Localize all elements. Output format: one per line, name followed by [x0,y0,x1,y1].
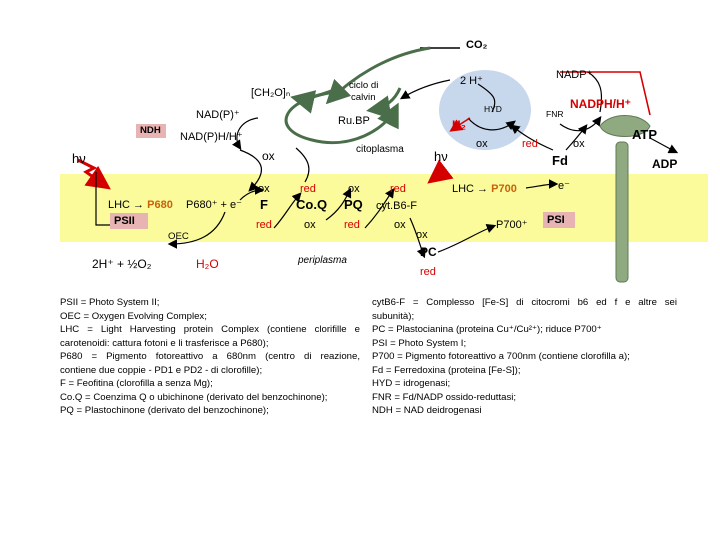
cyt-red-label: red [390,183,406,195]
pc-ox-label: ox [416,229,428,241]
p700plus-label: P700⁺ [496,219,528,231]
p700-text: P700 [491,183,517,195]
legend-left-line: PQ = Plastochinone (derivato del benzochinone); [60,405,269,416]
lhc-p680-label [108,200,173,211]
coq-label: Co.Q [296,197,328,212]
atp-synthase-stalk [616,142,628,282]
water-split-label: 2H⁺ + ½O₂ [92,257,152,271]
adp-label: ADP [652,157,678,171]
rubp-label: Ru.BP [338,115,370,127]
legend-left-line: PSII = Photo System II; [60,297,160,308]
legend-left-line: Co.Q = Coenzima Q o ubichinone (derivato del benzochinone); [60,391,328,403]
psii-label: PSII [114,215,135,227]
f-label: F [260,197,268,212]
legend-right-line: PSI = Photo System I; [372,337,467,349]
periplasma-label: periplasma [298,255,347,266]
legend-right-line: PC = Plastocianina (proteina Cu⁺/Cu²⁺); riduce P700⁺ [372,324,602,335]
legend-left-line: contiene due coppie - PD1 e PD2 - di clorofille); [60,364,263,376]
fnr-loop [560,118,600,131]
nadp-left-label: NAD(P)⁺ [196,109,240,121]
co2-to-calvin-arrow [330,48,430,100]
hv-right-label: hν [434,149,448,164]
ciclo-calvin-label-1: ciclo di [349,80,379,91]
nadph-right-label: NADPH/H⁺ [570,97,632,111]
coq-red-label: red [300,183,316,195]
ndh-label: NDH [140,125,161,136]
nadp-right-label: NADP⁺ [556,69,593,81]
psii-box [110,213,148,229]
psi-label: PSI [547,214,565,226]
atp-label: ATP [632,127,658,142]
pc-label: PC [420,245,437,259]
ox-hyd-label: ox [476,138,488,150]
oec-label: OEC [168,231,189,242]
hv-left-label: hν [72,151,86,166]
ch2o-label: [CH₂O]ₙ [251,87,291,99]
legend-right-line: subunità); [372,310,415,322]
legend-right-line: NDH = NAD deidrogenasi [372,405,482,416]
legend-left [60,296,360,418]
pq-red-label: red [344,219,360,231]
legend-left-line: carotenoidi: cattura fotoni e li trasferisce a P680); [60,337,269,349]
citoplasma-label: citoplasma [356,144,404,155]
h2o-label: H₂O [196,257,219,271]
lhc-left-text: LHC → [108,199,148,211]
fnr-label: FNR [546,109,564,119]
lhc-right-text: LHC → [452,183,492,195]
ox-fd-label: ox [573,138,585,150]
lhc-p700-label [452,184,517,195]
red-hyd-label: red [522,138,538,150]
coq-ox-label: ox [304,219,316,231]
legend-right-line: P700 = Pigmento fotoreattivo a 700nm (contiene clorofilla a); [372,351,630,362]
pq-ox-label: ox [348,183,360,195]
f-red-label: red [256,219,272,231]
cyt-ox-label: ox [394,219,406,231]
legend-right [372,296,677,418]
ciclo-calvin-label-2: calvin [351,92,376,103]
legend-right-line: HYD = idrogenasi; [372,378,451,389]
legend-left-line: P680 = Pigmento fotoreattivo a 680nm (centro di reazione, [60,351,360,362]
eminus-label: e⁻ [558,180,570,192]
legend-right-line: cytB6-F = Complesso [Fe-S] di citocromi b6 ed f e altre sei [372,297,677,308]
legend-left-line: F = Feofitina (clorofilla a senza Mg); [60,378,213,389]
hyd-label: HYD [484,104,502,114]
legend-right-line: Fd = Ferredoxina (proteina [Fe-S]); [372,364,521,376]
f-ox-label: ox [258,183,270,195]
p680plus-label: P680⁺ + e⁻ [186,199,242,211]
ox-top-label: ox [262,149,275,163]
nadph-left-label: NAD(P)H/H⁺ [180,131,243,143]
co2-label: CO₂ [466,39,488,51]
fd-label: Fd [552,153,568,168]
two-h-label: 2 H⁺ [460,75,483,87]
legend-left-line: LHC = Light Harvesting protein Complex (contiene clorifille e [60,324,360,335]
rubp-arrow [372,88,400,110]
pc-red-label: red [420,266,436,278]
pq-label: PQ [344,197,363,212]
p680-text: P680 [147,199,173,211]
h2-label: H₂ [452,118,466,132]
cyt-label: cyt.B6-F [376,200,417,212]
legend-left-line: OEC = Oxygen Evolving Complex; [60,310,207,322]
psi-box [543,212,575,228]
legend-right-line: FNR = Fd/NADP ossido-reduttasi; [372,391,517,403]
